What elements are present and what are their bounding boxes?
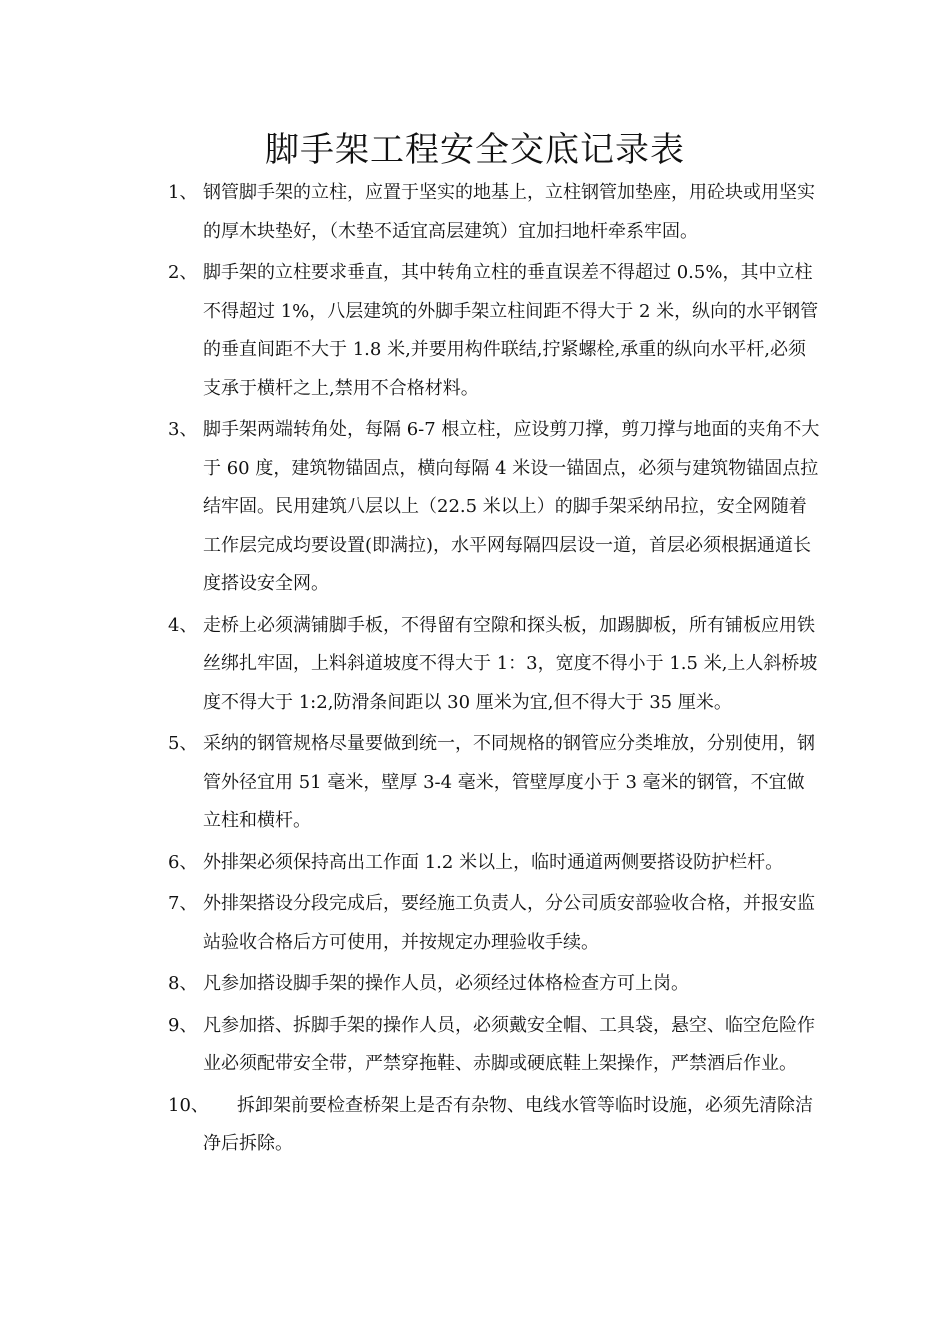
- item-text: 外排架搭设分段完成后，要经施工负责人，分公司质安部验收合格，并报安监站验收合格后方可使用，并按规定办理验收手续。: [203, 893, 815, 953]
- item-text: 凡参加搭、拆脚手架的操作人员，必须戴安全帽、工具袋，悬空、临空危险作业必须配带安全带，严禁穿拖鞋、赤脚或硬底鞋上架操作，严禁酒后作业。: [203, 1014, 815, 1074]
- item-number: 8、: [168, 973, 198, 994]
- item-text: 钢管脚手架的立柱，应置于坚实的地基上，立柱钢管加垫座，用砼块或用坚实的厚木块垫好，（木垫不适宜高层建筑）宜加扫地杆牵系牢固。: [203, 182, 815, 242]
- item-text: 外排架必须保持高出工作面 1.2 米以上，临时通道两侧要搭设防护栏杆。: [203, 851, 784, 873]
- item-text: 采纳的钢管规格尽量要做到统一，不同规格的钢管应分类堆放，分别使用，钢管外径宜用 51 毫米，壁厚 3-4 毫米，管壁厚度小于 3 毫米的钢管，不宜做立柱和横杆。: [203, 733, 815, 831]
- list-item: [0, 844, 950, 883]
- item-number: 6、: [168, 851, 198, 873]
- item-number: 3、: [168, 419, 198, 440]
- item-text: 脚手架两端转角处，每隔 6-7 根立柱，应设剪刀撑，剪刀撑与地面的夹角不大于 60 度，建筑物锚固点，横向每隔 4 米设一锚固点，必须与建筑物锚固点拉结牢固。民用建筑八层以上（22.5 米以上）的脚手架采纳吊拉，安全网随着工作层完成均要设置(即满拉)，水平网每隔四层设一道，首层必须根据通道长度搭设安全网。: [203, 419, 820, 594]
- list-item: [0, 254, 950, 408]
- item-text: 走桥上必须满铺脚手板，不得留有空隙和探头板，加踢脚板，所有铺板应用铁丝绑扎牢固，上料斜道坡度不得大于 1：3，宽度不得小于 1.5 米,上人斜桥坡度不得大于 1:2,防滑条间距以 30 厘米为宜,但不得大于 35 厘米。: [203, 614, 818, 713]
- item-number: 10、: [168, 1094, 209, 1116]
- item-number: 7、: [168, 893, 198, 914]
- item-number: 5、: [168, 733, 198, 754]
- item-text: 凡参加搭设脚手架的操作人员，必须经过体格检查方可上岗。: [203, 973, 689, 994]
- list-item: [0, 174, 950, 251]
- list-item: [0, 607, 950, 723]
- list-item: [0, 1087, 950, 1164]
- item-number: 4、: [168, 614, 198, 636]
- list-item: [0, 1007, 950, 1084]
- list-item: [0, 965, 950, 1004]
- list-item: [0, 725, 950, 841]
- item-number: 9、: [168, 1014, 198, 1036]
- item-text: 脚手架的立柱要求垂直，其中转角立柱的垂直误差不得超过 0.5%，其中立柱不得超过 1%，八层建筑的外脚手架立柱间距不得大于 2 米，纵向的水平钢管的垂直间距不大于 1.8 米,并要用构件联结,拧紧螺栓,承重的纵向水平杆,必须支承于横杆之上,禁用不合格材料。: [203, 262, 819, 399]
- document-title: 脚手架工程安全交底记录表: [265, 130, 685, 170]
- item-number: 2、: [168, 262, 198, 283]
- safety-item-list: [0, 174, 950, 1167]
- item-number: 1、: [168, 182, 198, 203]
- item-text: 拆卸架前要检查桥架上是否有杂物、电线水管等临时设施，必须先清除洁净后拆除。: [203, 1094, 813, 1154]
- list-item: [0, 411, 950, 604]
- list-item: [0, 885, 950, 962]
